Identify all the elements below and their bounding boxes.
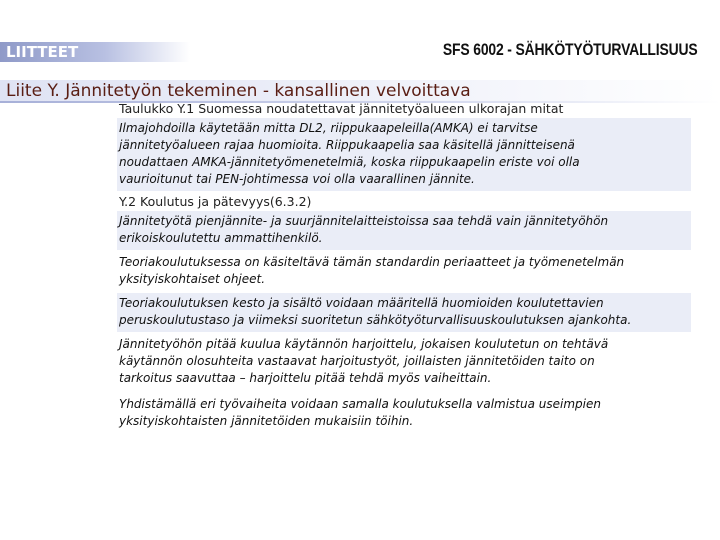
text-line: Jännitetyötä pienjännite- ja suurjännitelaitteistoissa saa tehdä vain jännitetyöhön (119, 214, 609, 228)
paragraph (117, 394, 691, 433)
paragraph (117, 211, 691, 250)
section-label: LIITTEET (0, 42, 190, 62)
subsection-heading: Y.2 Koulutus ja pätevyys(6.3.2) (119, 194, 312, 209)
text-line: vaurioitunut tai PEN-johtimessa voi olla vaarallinen jännite. (119, 172, 475, 186)
text-line: yksityiskohtaiset ohjeet. (119, 272, 266, 286)
text-line: Yhdistämällä eri työvaiheita voidaan samalla koulutuksella valmistua useimpien (119, 397, 601, 411)
text-line: Teoriakoulutuksessa on käsiteltävä tämän standardin periaatteet ja työmenetelmän (119, 255, 625, 269)
text-line: tarkoitus saavuttaa – harjoittelu pitää tehdä myös vaiheittain. (119, 371, 492, 385)
paragraph (117, 293, 691, 332)
page-title: Liite Y. Jännitetyön tekeminen - kansallinen velvoittava (6, 81, 471, 101)
paragraph (117, 334, 691, 390)
text-line: Jännitetyöhön pitää kuulua käytännön harjoittelu, jokaisen koulutetun on tehtävä (119, 337, 609, 351)
text-line: Teoriakoulutuksen kesto ja sisältö voidaan määritellä huomioiden koulutettavien (119, 296, 604, 310)
table-note-block (117, 118, 691, 191)
document-title: SFS 6002 - SÄHKÖTYÖTURVALLISUUS (443, 40, 698, 59)
table-caption: Taulukko Y.1 Suomessa noudatettavat jännitetyöalueen ulkorajan mitat (119, 101, 564, 116)
paragraph (117, 252, 691, 291)
text-line: erikoiskoulutettu ammattihenkilö. (119, 231, 323, 245)
text-line: noudattaen AMKA-jännitetyömenetelmiä, koska riippukaapelin eriste voi olla (119, 155, 580, 169)
text-line: peruskoulutustaso ja viimeksi suoritetun sähkötyöturvallisuuskoulutuksen ajankohta. (119, 313, 632, 327)
text-line: Ilmajohdoilla käytetään mitta DL2, riippukaapeleilla(AMKA) ei tarvitse (119, 121, 538, 135)
content-area (117, 100, 691, 433)
text-line: käytännön olosuhteita vastaavat harjoitustyöt, joillaisten jännitetöiden taito on (119, 354, 595, 368)
text-line: jännitetyöalueen rajaa huomioita. Riippukaapelia saa käsitellä jännitteisenä (119, 138, 575, 152)
text-line: yksityiskohtaisten jännitetöiden mukaisiin töihin. (119, 414, 414, 428)
